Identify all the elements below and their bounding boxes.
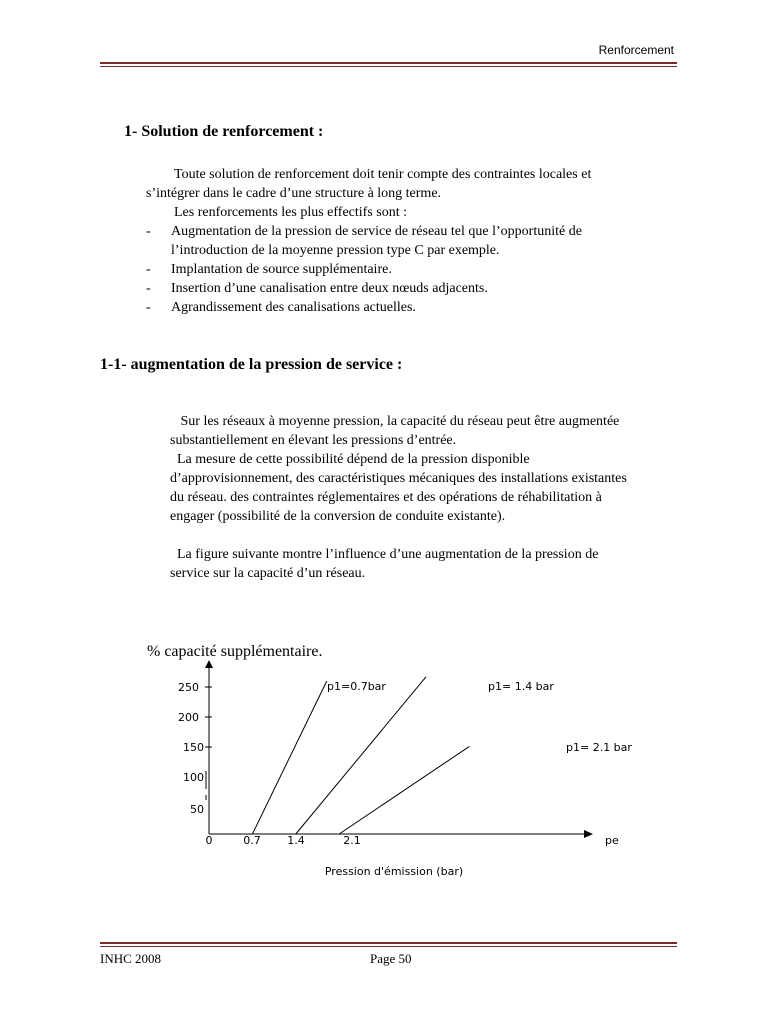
para-2: Les renforcements les plus effectifs sont : <box>174 205 408 220</box>
section-2-line: du réseau. des contraintes réglementaires et des opérations de réhabilitation à <box>170 490 602 505</box>
section-2-line: engager (possibilité de la conversion de conduite existante). <box>170 509 506 524</box>
series-line-p1-0-7 <box>252 681 326 834</box>
list-dash: - <box>146 224 151 239</box>
figure-intro-line: service sur la capacité d’un réseau. <box>170 566 366 581</box>
x-tick-label: 2.1 <box>343 834 361 847</box>
list-item-text-cont: l’introduction de la moyenne pression type C par exemple. <box>171 243 500 258</box>
list-dash: - <box>146 281 151 296</box>
section-2-line: La mesure de cette possibilité dépend de la pression disponible <box>170 452 530 467</box>
para-1-line-2: s’intégrer dans le cadre d’une structure à long terme. <box>146 186 442 201</box>
chart-title: % capacité supplémentaire. <box>147 643 323 660</box>
list-item-text: Augmentation de la pression de service de réseau tel que l’opportunité de <box>171 224 582 239</box>
list-item-text: Agrandissement des canalisations actuelles. <box>171 300 416 315</box>
footer-rule-thin <box>100 946 677 947</box>
y-axis-arrow <box>205 660 213 668</box>
x-tick-label: 0 <box>205 834 213 847</box>
header-title: Renforcement <box>598 43 674 57</box>
x-axis-end-label: pe <box>605 834 619 847</box>
y-tick-label: 150 <box>183 741 204 754</box>
para-1-line-1: Toute solution de renforcement doit tenir compte des contraintes locales et <box>174 167 592 182</box>
series-label: p1= 2.1 bar <box>566 741 632 754</box>
list-item-text: Insertion d’une canalisation entre deux nœuds adjacents. <box>171 281 488 296</box>
footer-page-number: Page 50 <box>370 951 412 966</box>
y-tick-label: 200 <box>178 711 199 724</box>
y-tick-label: 50 <box>190 803 204 816</box>
list-item-text: Implantation de source supplémentaire. <box>171 262 392 277</box>
footer-rule-thick <box>100 942 677 944</box>
list-dash: - <box>146 262 151 277</box>
y-tick-label: 250 <box>178 681 199 694</box>
list-dash: - <box>146 300 151 315</box>
section-2-line: Sur les réseaux à moyenne pression, la capacité du réseau peut être augmentée <box>170 414 620 429</box>
series-line-p1-2-1 <box>339 746 469 834</box>
y-tick-label: 100 <box>183 771 204 784</box>
x-axis-title: Pression d'émission (bar) <box>324 865 464 878</box>
section-2-line: d’approvisionnement, des caractéristiques mécaniques des installations existantes <box>170 471 627 486</box>
section-2-line: substantiellement en élevant les pressions d’entrée. <box>170 433 457 448</box>
series-label: p1= 1.4 bar <box>488 680 554 693</box>
x-tick-label: 1.4 <box>287 834 305 847</box>
x-tick-label: 0.7 <box>243 834 261 847</box>
footer-left: INHC 2008 <box>100 951 162 966</box>
section-1-title: 1- Solution de renforcement : <box>124 123 324 140</box>
series-label: p1=0.7bar <box>327 680 386 693</box>
series-line-p1-1-4 <box>296 677 426 834</box>
section-2-title: 1-1- augmentation de la pression de service : <box>100 356 403 373</box>
x-axis-arrow <box>584 830 593 838</box>
figure-intro-line: La figure suivante montre l’influence d’une augmentation de la pression de <box>170 547 599 562</box>
